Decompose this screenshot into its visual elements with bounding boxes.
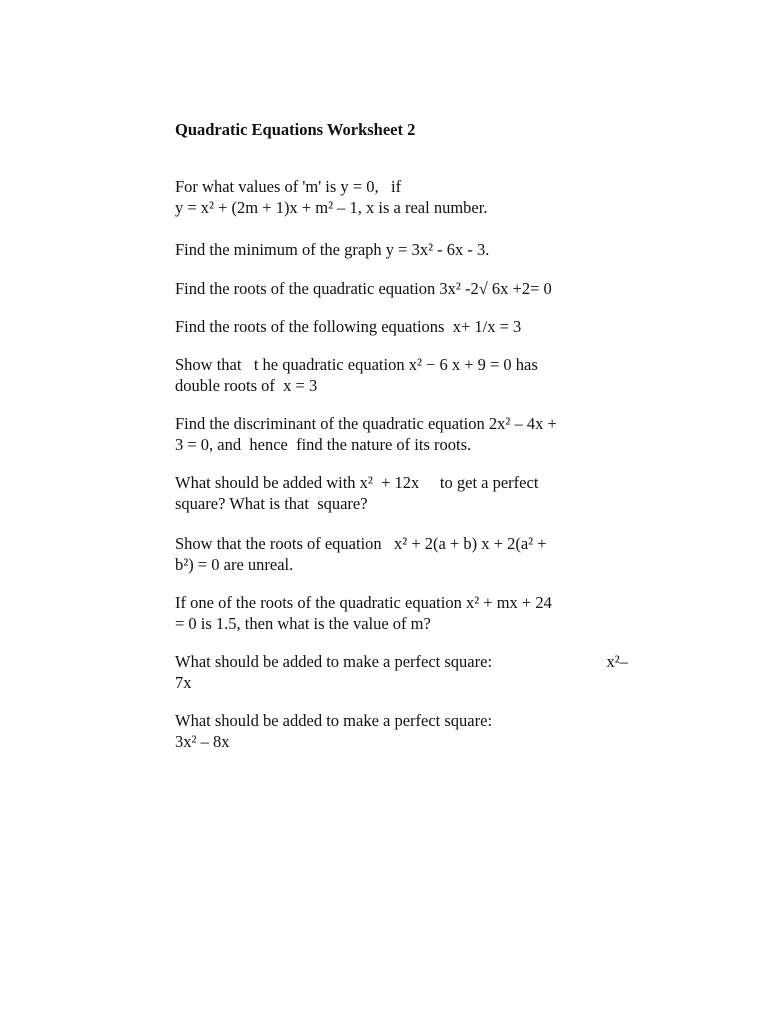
question-5 — [175, 354, 628, 396]
question-text: = 0 is 1.5, then what is the value of m? — [175, 614, 431, 633]
question-7 — [175, 472, 628, 514]
question-10 — [175, 651, 628, 693]
question-text: What should be added to make a perfect square: — [175, 711, 493, 730]
question-text — [175, 354, 628, 375]
question-text: square? What is that square? — [175, 494, 368, 513]
question-text: What should be added with x² + 12x to get a perfect — [175, 473, 539, 492]
question-text: 7x — [175, 673, 192, 692]
question-text-part: What should be added to make a perfect square: — [175, 652, 493, 671]
question-text: For what values of 'm' is y = 0, if — [175, 177, 402, 196]
question-text: Show that the roots of equation x² + 2(a + b) x + 2(a² + — [175, 534, 547, 553]
question-text: y = x² + (2m + 1)x + m² – 1, x is a real number. — [175, 198, 488, 217]
question-6 — [175, 413, 628, 455]
question-text-part: x²– — [606, 652, 628, 671]
page-title: Quadratic Equations Worksheet 2 — [175, 120, 416, 139]
question-2 — [175, 239, 628, 260]
worksheet-page — [175, 119, 628, 752]
question-11 — [175, 710, 628, 752]
question-text: If one of the roots of the quadratic equation x² + mx + 24 — [175, 593, 552, 612]
question-text: Find the discriminant of the quadratic equation 2x² – 4x + — [175, 414, 557, 433]
question-text: 3 = 0, and hence find the nature of its roots. — [175, 435, 472, 454]
question-text: 3x² – 8x — [175, 732, 230, 751]
question-text: Find the roots of the quadratic equation 3x² -2√ 6x +2= 0 — [175, 279, 552, 298]
question-3 — [175, 278, 628, 299]
question-8 — [175, 533, 628, 575]
question-1 — [175, 176, 628, 218]
question-text — [175, 651, 628, 672]
question-9 — [175, 592, 628, 634]
question-text: double roots of x = 3 — [175, 376, 318, 395]
question-text: b²) = 0 are unreal. — [175, 555, 294, 574]
question-text: Find the roots of the following equations x+ 1/x = 3 — [175, 317, 522, 336]
question-text: Find the minimum of the graph y = 3x² - 6x - 3. — [175, 240, 490, 259]
question-text-part: Show that t he quadratic equation x² − 6 x + 9 = 0 has — [175, 355, 538, 374]
question-4 — [175, 316, 628, 337]
